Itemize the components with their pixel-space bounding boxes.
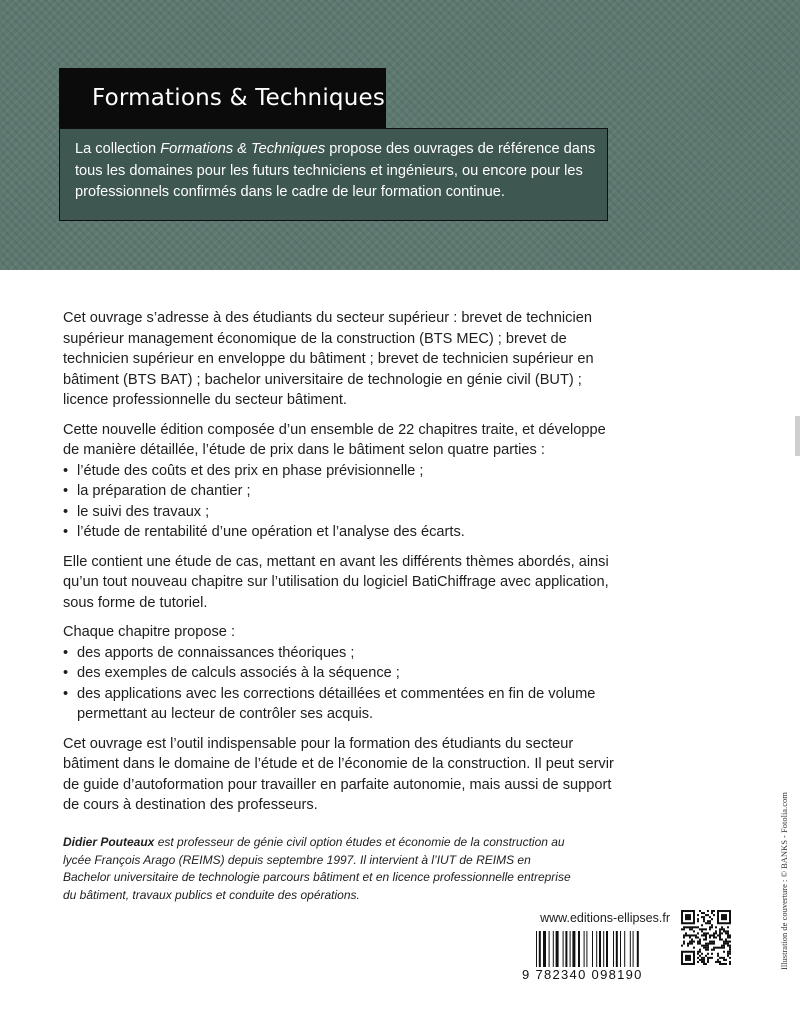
edge-mark <box>795 416 800 456</box>
author-bio-text: est professeur de génie civil option études et économie de la construction au lycée François Arago (REIMS) depuis septembre 1997. Il intervient à l’IUT de REIMS en Bachelor universitaire de technologie parcours bâtiment et en licence professionnelle entreprise du bâtiment, travaux publics et conduite des opérations. <box>63 835 571 902</box>
case-study-paragraph: Elle contient une étude de cas, mettant en avant les différents thèmes abordés, ainsi qu’un tout nouveau chapitre sur l’utilisation du logiciel BatiChiffrage avec application, sous forme de tutoriel. <box>63 553 609 611</box>
audience-paragraph: Cet ouvrage s’adresse à des étudiants du secteur supérieur : brevet de technicien supérieur management économique de la construction (BTS MEC) ; brevet de technicien supérieur en enveloppe du bâtiment ; brevet de technicien supérieur en bâtiment (BTS BAT) ; bachelor universitaire de technologie en génie civil (BUT) ; licence professionnelle du secteur bâtiment. <box>63 310 594 408</box>
list-item: • la préparation de chantier ; <box>63 481 623 502</box>
collection-intro-emphasis: Formations & Techniques <box>160 141 326 157</box>
author-bio <box>63 834 578 904</box>
qr-code-icon <box>681 910 731 965</box>
collection-intro-end: propose des ouvrages de référence dans tous les domaines pour les futurs techniciens et ingénieurs, ou encore pour les professionnels confirmés dans le cadre de leur formation continue. <box>75 141 596 200</box>
edition-paragraph: Cette nouvelle édition composée d’un ensemble de 22 chapitres traite, et développe de manière détaillée, l’étude de prix dans le bâtiment selon quatre parties : <box>63 421 606 458</box>
list-item: • l’étude de rentabilité d’une opération et l’analyse des écarts. <box>63 522 623 543</box>
conclusion-paragraph: Cet ouvrage est l’outil indispensable pour la formation des étudiants du secteur bâtiment dans le domaine de l’étude et de l’économie de la construction. Il peut servir de guide d’autoformation pour travailler en parfaite autonomie, mais aussi de support de cours à destination des professeurs. <box>63 735 614 813</box>
chapter-intro: Chaque chapitre propose : <box>63 624 235 640</box>
collection-intro-start: La collection <box>75 141 161 157</box>
features-list <box>63 643 623 725</box>
list-item: • des exemples de calculs associés à la séquence ; <box>63 663 623 684</box>
list-item: • le suivi des travaux ; <box>63 502 623 523</box>
isbn-barcode <box>522 931 674 983</box>
list-item: • des applications avec les corrections détaillées et commentées en fin de volume permettant au lecteur de contrôler ses acquis. <box>63 684 623 725</box>
author-name: Didier Pouteaux <box>63 835 155 849</box>
list-item: • l’étude des coûts et des prix en phase prévisionnelle ; <box>63 461 623 482</box>
list-item: • des apports de connaissances théoriques ; <box>63 643 623 664</box>
collection-description <box>59 128 608 221</box>
book-description <box>63 308 623 825</box>
parts-list <box>63 461 623 543</box>
header-band <box>0 0 800 270</box>
isbn-number: 9 782340 098190 <box>522 967 643 982</box>
barcode-icon <box>536 931 672 967</box>
collection-title: Formations & Techniques <box>59 68 386 128</box>
image-credit: Illustration de couverture : © BANKS - Fotolia.com <box>779 792 789 970</box>
publisher-website[interactable]: www.editions-ellipses.fr <box>540 911 670 925</box>
